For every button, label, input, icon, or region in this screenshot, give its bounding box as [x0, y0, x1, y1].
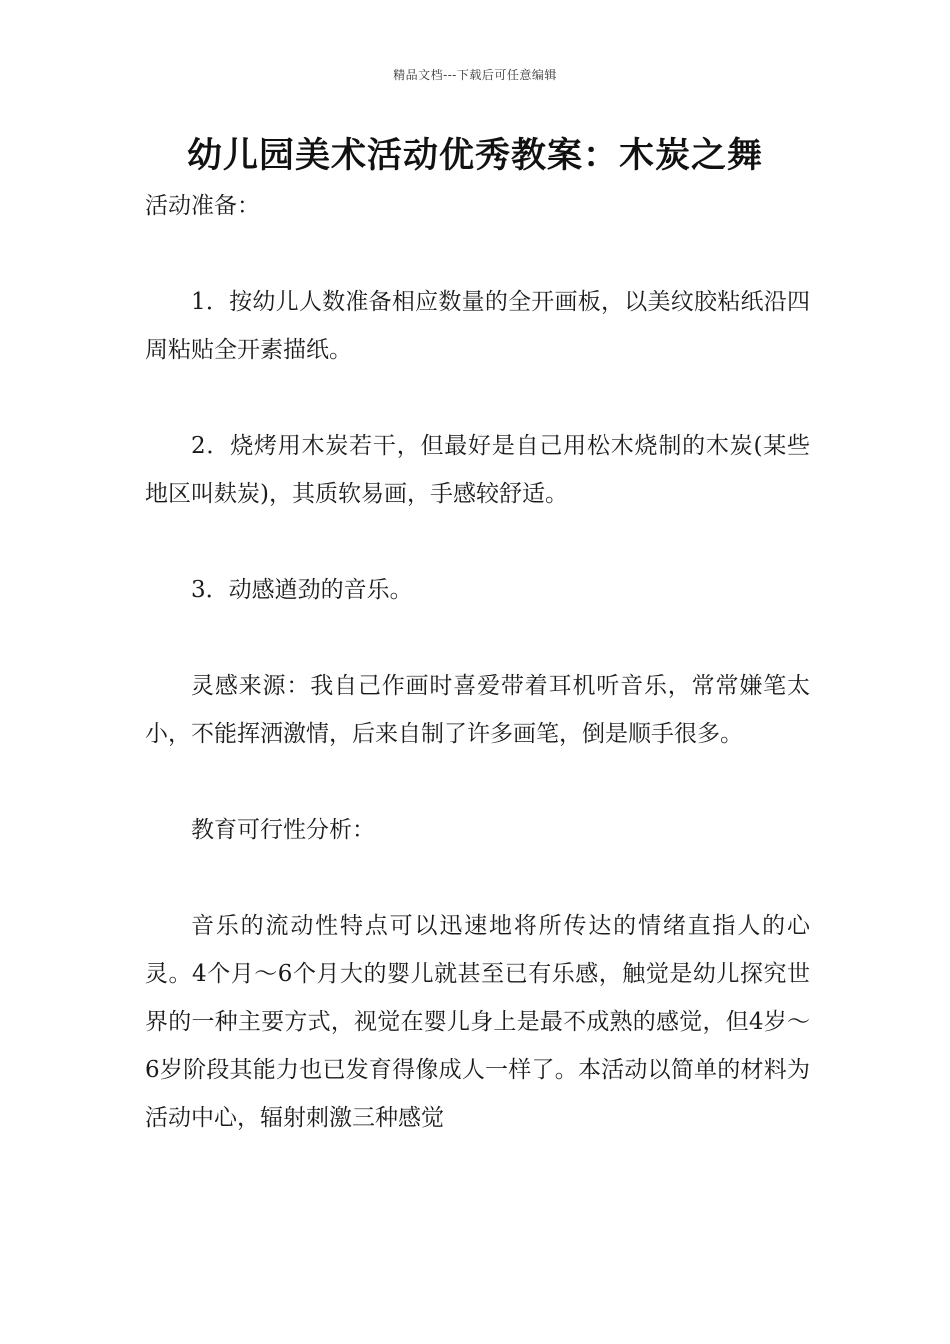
page-header-note: 精品文档---下载后可任意编辑 — [393, 68, 557, 82]
paragraph-prep-item-3: 3．动感遒劲的音乐。 — [191, 577, 413, 603]
paragraph-inspiration: 灵感来源：我自己作画时喜爱带着耳机听音乐，常常嫌笔太小，不能挥洒激情，后来自制了许多画笔，倒是顺手很多。 — [145, 673, 810, 747]
section-heading-preparation: 活动准备： — [145, 193, 260, 219]
document-title: 幼儿园美术活动优秀教案：木炭之舞 — [186, 136, 763, 176]
paragraph-prep-item-1: 1．按幼儿人数准备相应数量的全开画板，以美纹胶粘纸沿四周粘贴全开素描纸。 — [145, 289, 810, 363]
document-body — [145, 182, 810, 1142]
paragraph-prep-item-2: 2．烧烤用木炭若干，但最好是自己用松木烧制的木炭(某些地区叫麸炭)，其质软易画，手感较舒适。 — [145, 433, 810, 507]
paragraph-feasibility: 音乐的流动性特点可以迅速地将所传达的情绪直指人的心灵。4个月～6个月大的婴儿就甚至已有乐感，触觉是幼儿探究世界的一种主要方式，视觉在婴儿身上是最不成熟的感觉，但4岁～6岁阶段其能力也已发育得像成人一样了。本活动以简单的材料为活动中心，辐射刺激三种感觉 — [145, 913, 810, 1131]
section-heading-feasibility: 教育可行性分析： — [191, 817, 375, 843]
